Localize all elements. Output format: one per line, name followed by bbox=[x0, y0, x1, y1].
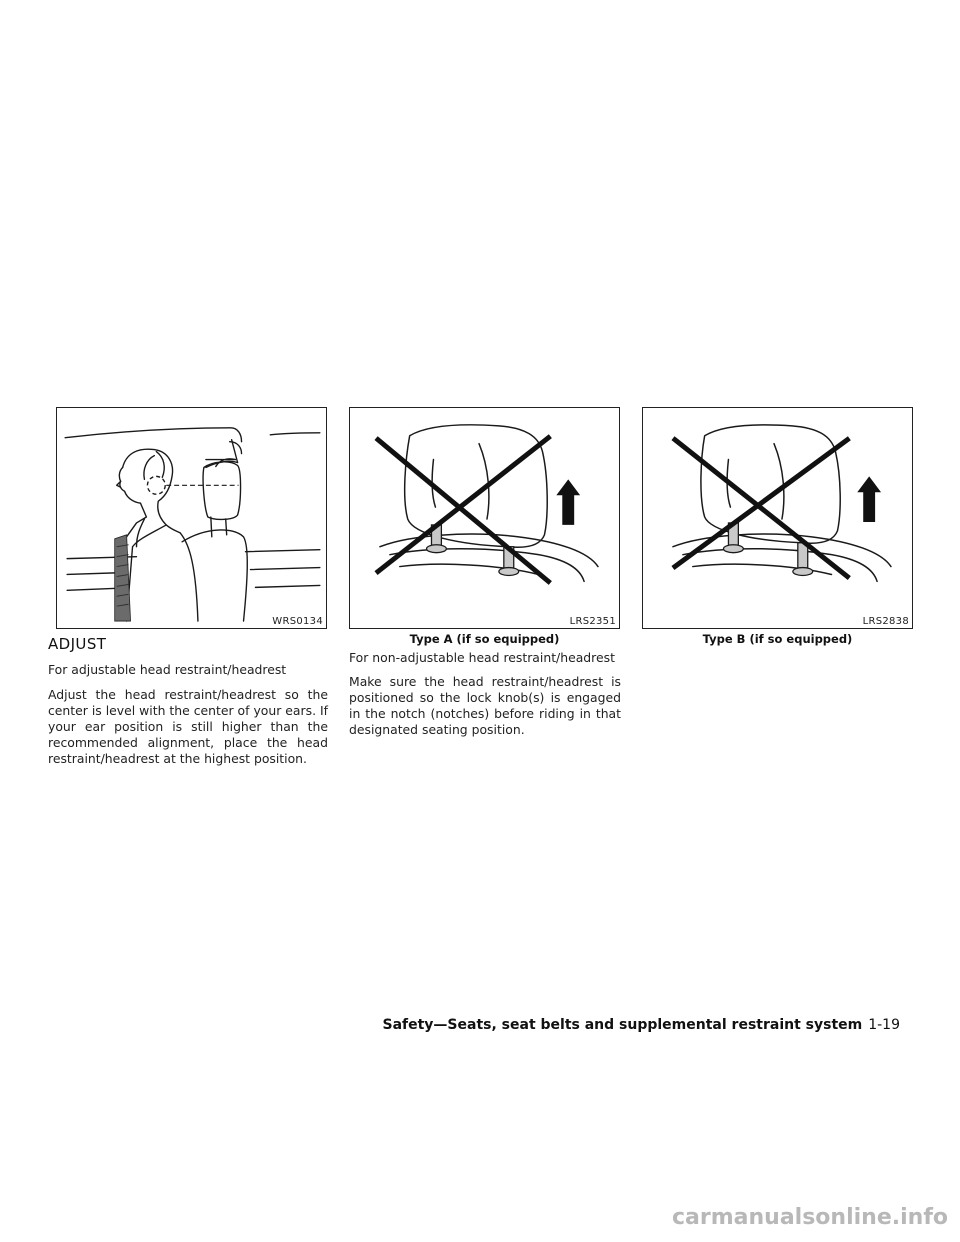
footer-section-title: Safety—Seats, seat belts and supplemental restraint system bbox=[382, 1017, 863, 1033]
figure-caption-type-a: Type A (if so equipped) bbox=[409, 632, 560, 646]
headrest-type-a-illustration bbox=[350, 408, 619, 628]
body-adjustable: Adjust the head restraint/headrest so the center is level with the center of your ears. If your ear position is still higher than the recommended alignment, place the head restraint/headrest at the highest position. bbox=[48, 687, 328, 766]
headrest-type-b-illustration bbox=[643, 408, 912, 628]
page-number: 1-19 bbox=[868, 1017, 900, 1033]
figure-headrest-type-b bbox=[642, 407, 913, 629]
figure-code: LRS2351 bbox=[569, 616, 616, 627]
figure-code: WRS0134 bbox=[272, 616, 323, 627]
subheading-adjustable: For adjustable head restraint/headrest bbox=[48, 662, 287, 677]
figure-caption-type-b: Type B (if so equipped) bbox=[702, 632, 853, 646]
body-non-adjustable: Make sure the head restraint/headrest is positioned so the lock knob(s) is engaged in the notch (notches) before riding in that designated seating position. bbox=[349, 674, 621, 737]
figure-headrest-type-a bbox=[349, 407, 620, 629]
page-footer bbox=[383, 1017, 901, 1033]
watermark: carmanualsonline.info bbox=[672, 1205, 948, 1230]
subheading-non-adjustable: For non-adjustable head restraint/headrest bbox=[349, 650, 615, 665]
section-heading-adjust: ADJUST bbox=[48, 635, 107, 653]
figure-head-restraint-adjust bbox=[56, 407, 327, 629]
head-restraint-adjust-illustration bbox=[57, 408, 326, 628]
figure-code: LRS2838 bbox=[862, 616, 909, 627]
